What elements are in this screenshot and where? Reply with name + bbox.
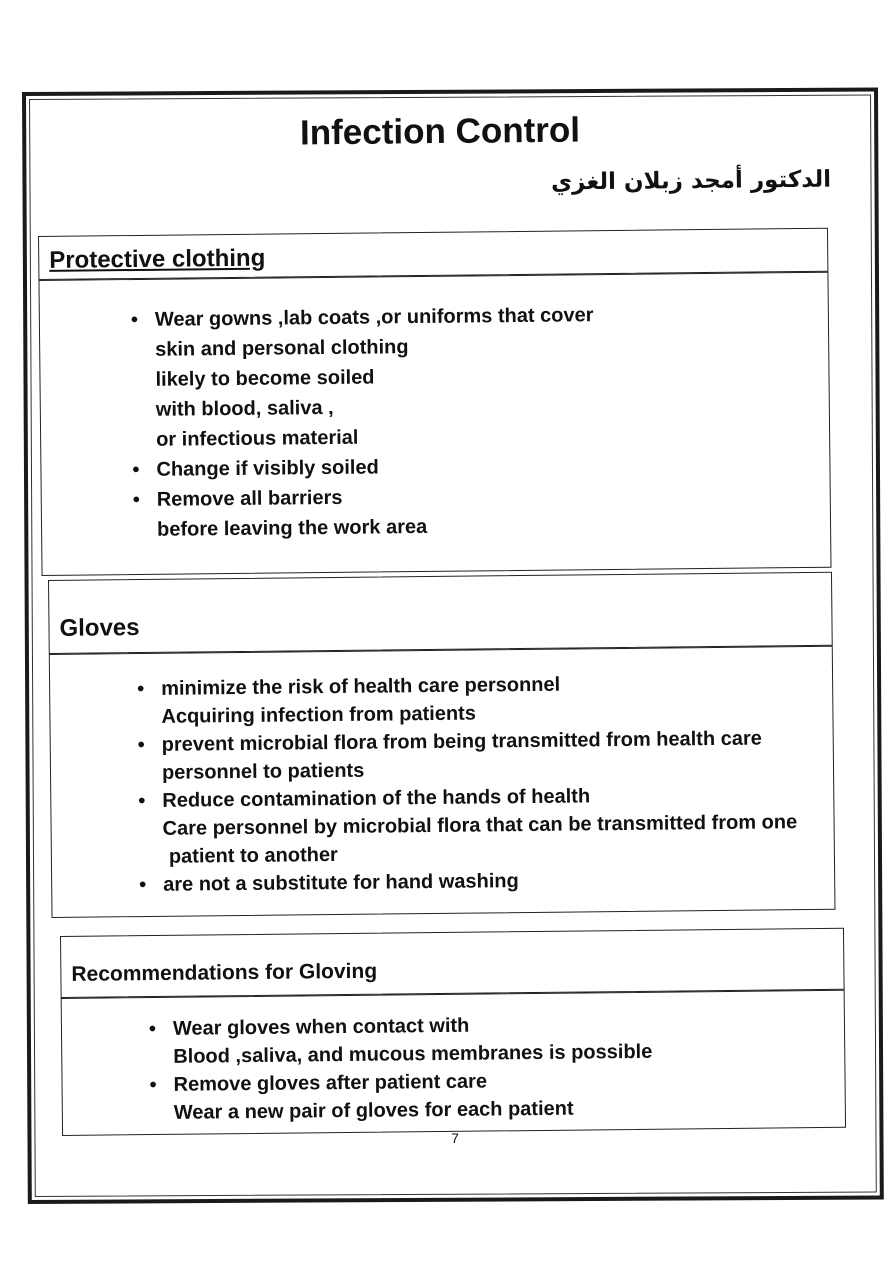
- bullet-list: [137, 668, 829, 899]
- page-number: 7: [451, 1130, 459, 1146]
- page-title: Infection Control: [299, 110, 581, 153]
- section-heading: Gloves: [59, 614, 140, 642]
- list-item: • Wear gloves when contact with Blood ,saliva, and mucous membranes is possible: [149, 1008, 830, 1071]
- section-heading-box: [48, 572, 833, 654]
- list-item: • Change if visibly soiled: [132, 448, 812, 485]
- section-protective-clothing: [38, 228, 832, 576]
- list-item: • Remove all barriers before leaving the work area: [133, 478, 814, 545]
- section-heading-box: [60, 928, 845, 998]
- list-item: • Remove gloves after patient care Wear a new pair of gloves for each patient: [149, 1064, 830, 1127]
- list-item: • Wear gowns ,lab coats ,or uniforms that cover skin and personal clothing likely to become soiled with blood, saliva , or infectious material: [131, 298, 813, 455]
- bullet-list: [131, 298, 813, 545]
- section-heading: Recommendations for Gloving: [71, 959, 378, 986]
- bullet-list: [149, 1008, 830, 1127]
- author-name: الدكتور أمجد زبلان الغزي: [550, 166, 832, 196]
- list-item: • minimize the risk of health care personnel Acquiring infection from patients: [137, 668, 828, 731]
- list-item: • prevent microbial flora from being transmitted from health care personnel to patients: [138, 724, 829, 787]
- section-heading: Protective clothing: [49, 244, 266, 274]
- section-gloves: [48, 572, 835, 918]
- list-item: • are not a substitute for hand washing: [139, 864, 829, 899]
- section-recommendations-for-gloving: [60, 928, 846, 1136]
- list-item: • Reduce contamination of the hands of health Care personnel by microbial flora that can be transmitted from one patient to another: [138, 780, 829, 871]
